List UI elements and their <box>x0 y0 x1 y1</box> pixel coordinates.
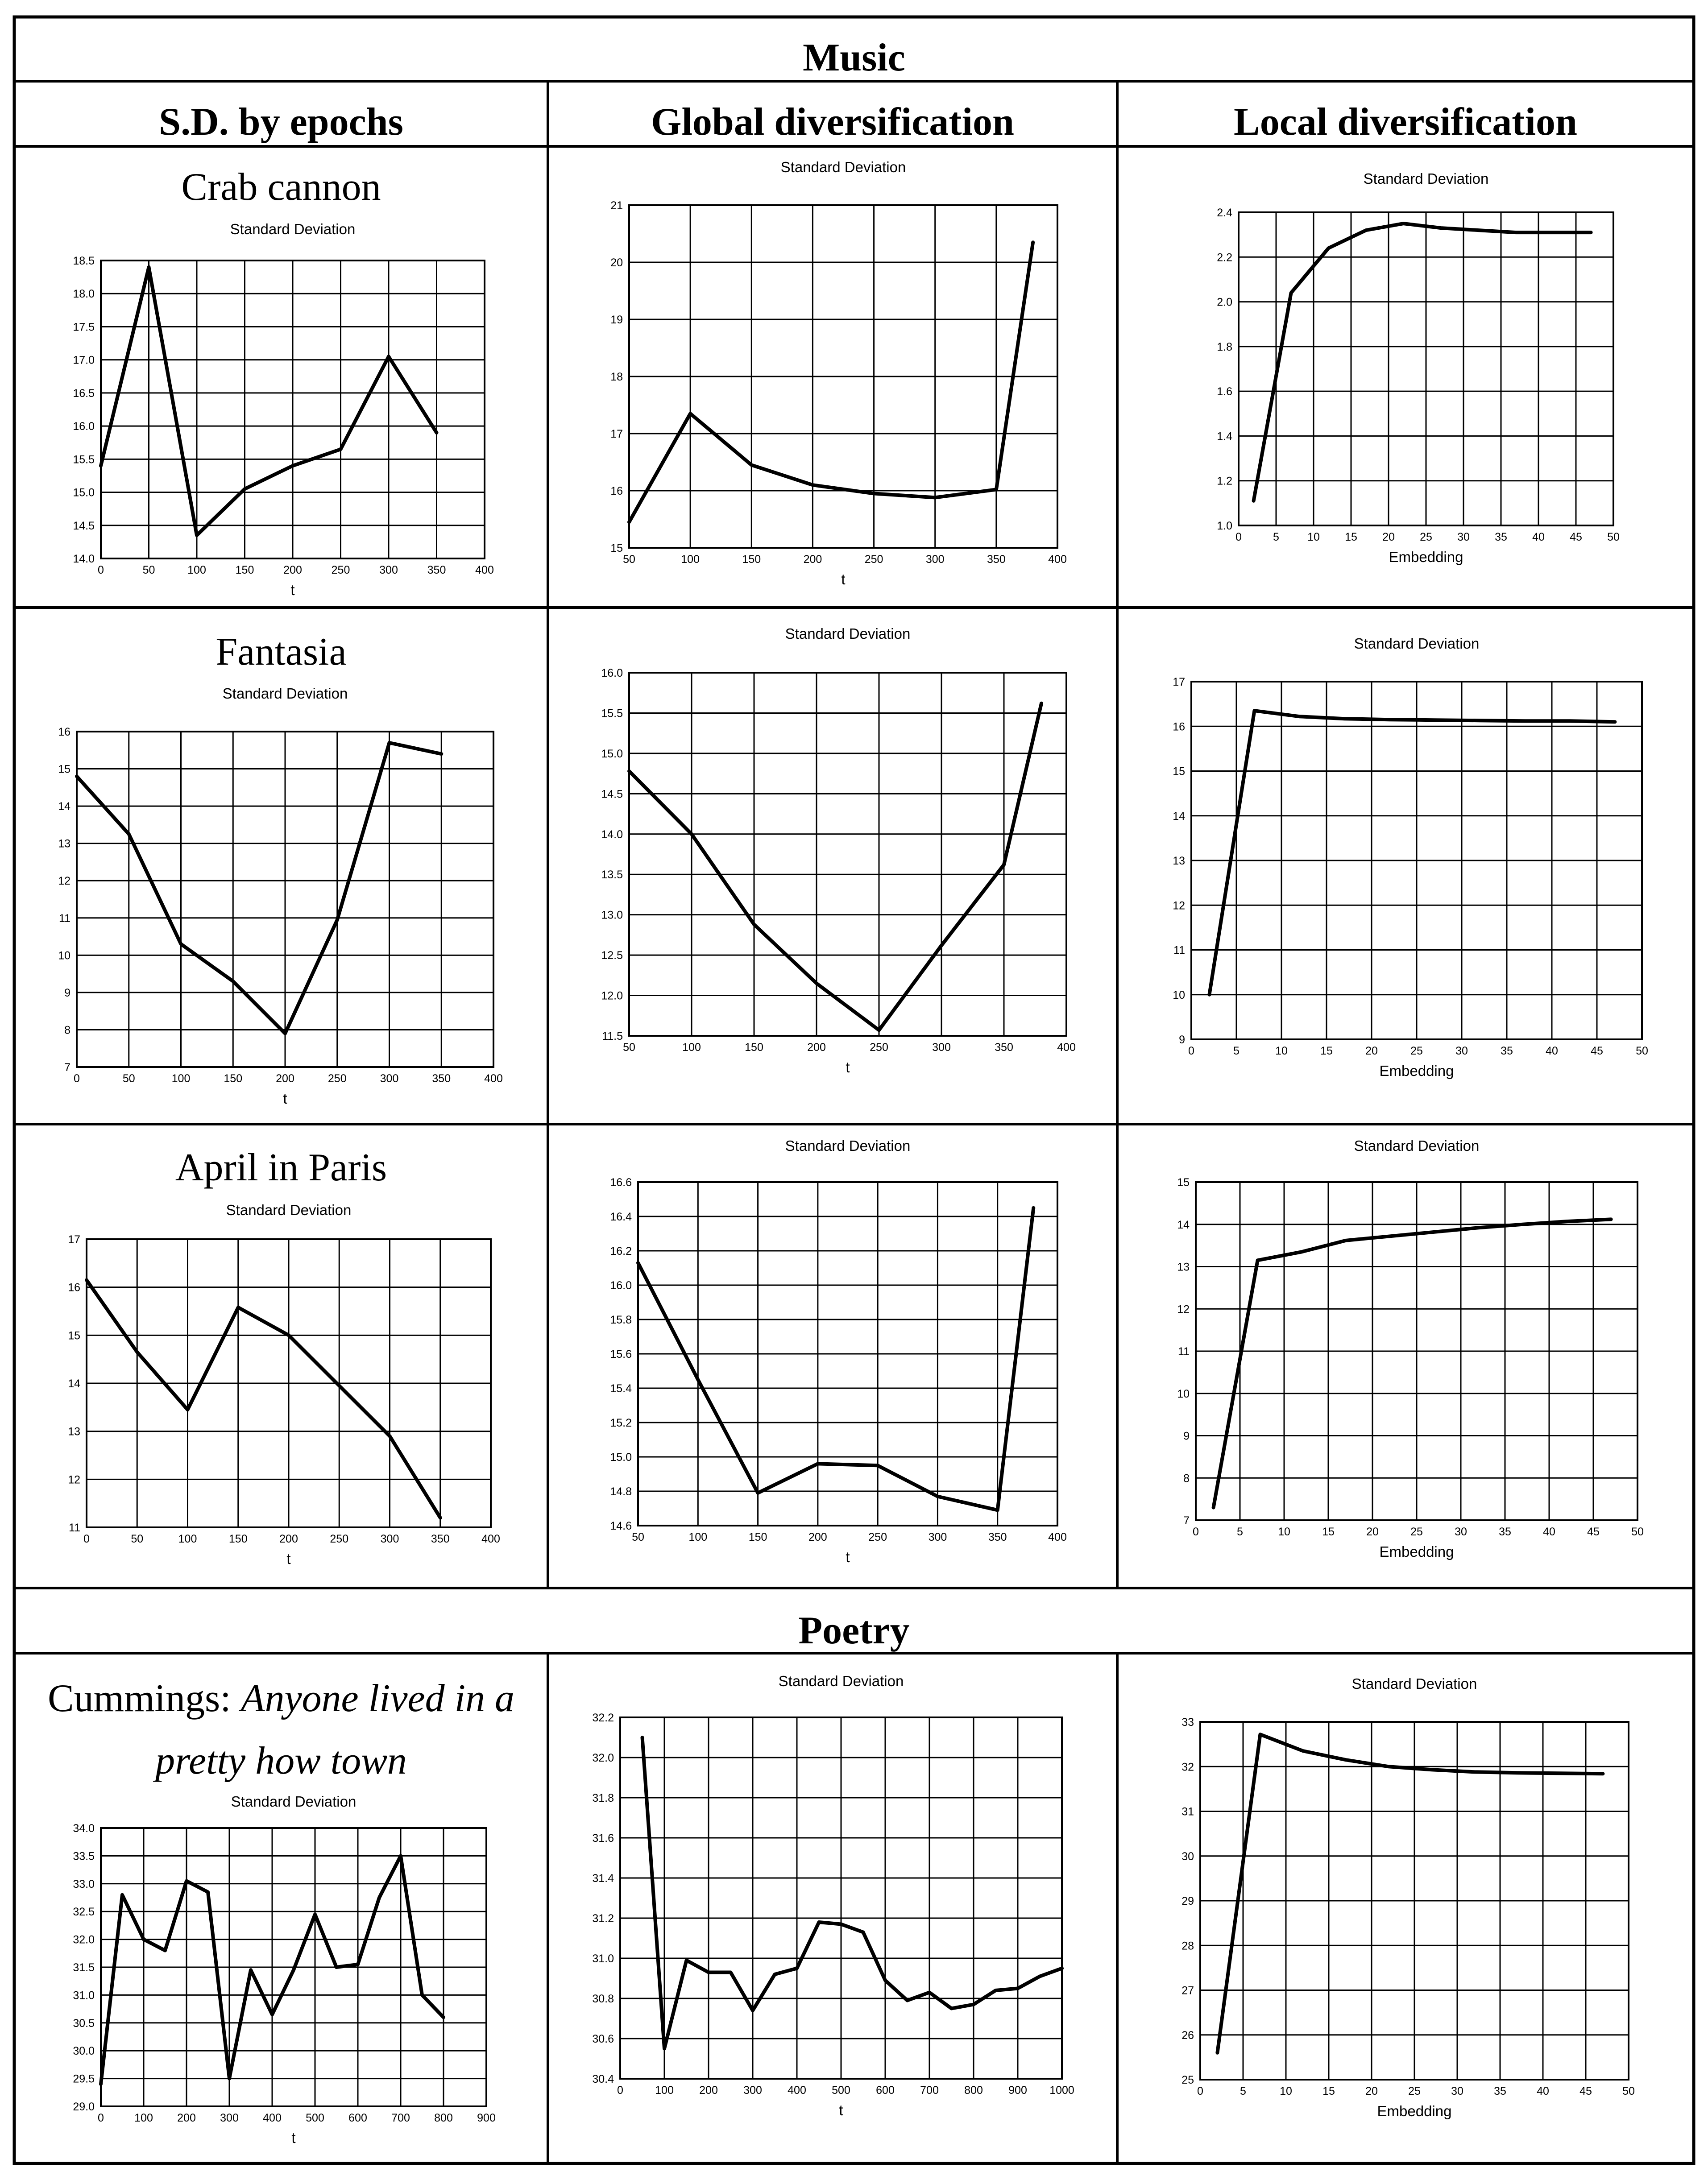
piece-title-april-in-paris: April in Paris <box>175 1146 387 1189</box>
section-title-music: Music <box>803 36 905 79</box>
x-tick-label: 50 <box>1636 1045 1648 1057</box>
x-axis-label: Embedding <box>1379 1063 1454 1079</box>
x-tick-label: 500 <box>306 2112 324 2124</box>
y-tick-label: 9 <box>1179 1034 1185 1046</box>
chart-april-epochs <box>68 1202 500 1567</box>
x-tick-label: 0 <box>98 564 104 576</box>
x-tick-label: 50 <box>1622 2085 1635 2097</box>
x-tick-label: 100 <box>688 1531 708 1543</box>
chart-cummings-local <box>1182 1675 1635 2119</box>
x-tick-label: 5 <box>1273 531 1279 543</box>
x-axis-label: t <box>290 582 295 598</box>
x-axis-label: t <box>286 1551 291 1567</box>
y-tick-label: 14 <box>1173 810 1185 823</box>
x-tick-label: 150 <box>745 1041 763 1054</box>
x-tick-label: 200 <box>807 1041 826 1054</box>
x-tick-label: 300 <box>743 2084 762 2097</box>
y-tick-label: 20 <box>610 256 623 269</box>
y-tick-label: 17 <box>610 428 623 440</box>
x-tick-label: 250 <box>864 553 883 566</box>
chart-grid <box>1200 1722 1629 2080</box>
x-tick-label: 35 <box>1501 1045 1513 1057</box>
table-borders <box>14 17 1694 2163</box>
x-axis-label: Embedding <box>1379 1543 1454 1560</box>
y-tick-label: 27 <box>1182 1984 1194 1997</box>
series-line <box>1209 711 1615 995</box>
y-tick-label: 18 <box>610 371 623 383</box>
chart-crab-global <box>610 159 1067 587</box>
y-tick-label: 33.0 <box>73 1878 95 1890</box>
x-tick-label: 700 <box>391 2112 410 2124</box>
x-axis-label: t <box>846 1059 850 1075</box>
y-tick-label: 32 <box>1182 1761 1194 1774</box>
y-tick-label: 32.5 <box>73 1906 95 1919</box>
y-tick-label: 16 <box>610 485 623 497</box>
piece-title-crab-cannon: Crab cannon <box>181 165 381 209</box>
y-tick-label: 13 <box>68 1425 80 1438</box>
y-tick-label: 10 <box>58 949 70 962</box>
x-tick-label: 350 <box>432 1072 451 1085</box>
x-tick-label: 200 <box>283 564 302 576</box>
y-tick-label: 34.0 <box>73 1822 95 1835</box>
y-tick-label: 13.5 <box>601 869 623 881</box>
x-tick-label: 200 <box>279 1533 298 1545</box>
y-tick-label: 9 <box>1183 1430 1190 1443</box>
y-tick-label: 21 <box>610 199 623 212</box>
x-tick-label: 15 <box>1345 531 1357 543</box>
x-tick-label: 1000 <box>1049 2084 1074 2097</box>
column-header-global: Global diversification <box>651 100 1014 144</box>
x-tick-label: 25 <box>1410 1045 1423 1057</box>
y-tick-label: 13 <box>1177 1261 1190 1274</box>
chart-fantasia-local <box>1173 635 1648 1079</box>
x-tick-label: 300 <box>220 2112 239 2124</box>
x-tick-label: 10 <box>1278 1526 1290 1538</box>
x-tick-label: 250 <box>330 1533 349 1545</box>
y-tick-label: 30.8 <box>592 1993 614 2005</box>
x-tick-label: 45 <box>1579 2085 1592 2097</box>
y-tick-label: 12.0 <box>601 989 623 1002</box>
y-tick-label: 30 <box>1182 1850 1194 1863</box>
y-tick-label: 10 <box>1173 989 1185 1001</box>
y-tick-label: 31.8 <box>592 1792 614 1804</box>
x-tick-label: 100 <box>682 1041 701 1054</box>
y-tick-label: 16 <box>68 1281 80 1294</box>
x-tick-label: 400 <box>484 1072 503 1085</box>
x-tick-label: 100 <box>134 2112 153 2124</box>
series-line <box>1214 1219 1611 1507</box>
y-tick-label: 2.4 <box>1217 207 1232 219</box>
y-tick-label: 32.0 <box>73 1933 95 1946</box>
x-tick-label: 5 <box>1237 1526 1243 1538</box>
x-tick-label: 300 <box>932 1041 951 1054</box>
x-tick-label: 20 <box>1382 531 1395 543</box>
x-tick-label: 400 <box>1048 1531 1067 1543</box>
y-tick-label: 8 <box>1183 1472 1190 1485</box>
y-tick-label: 9 <box>64 986 70 999</box>
x-tick-label: 20 <box>1365 2085 1378 2097</box>
y-tick-label: 15.4 <box>610 1382 632 1395</box>
y-tick-label: 26 <box>1182 2029 1194 2042</box>
x-tick-label: 900 <box>1008 2084 1027 2097</box>
x-axis-label: t <box>283 1090 287 1107</box>
y-tick-label: 11 <box>59 912 70 925</box>
y-tick-label: 15 <box>1177 1176 1190 1189</box>
x-tick-label: 150 <box>742 553 761 566</box>
x-tick-label: 45 <box>1591 1045 1603 1057</box>
y-tick-label: 14.5 <box>601 788 623 801</box>
y-tick-label: 31.5 <box>73 1961 95 1974</box>
y-tick-label: 13.0 <box>601 909 623 922</box>
x-tick-label: 150 <box>235 564 254 576</box>
x-axis-label: Embedding <box>1389 549 1463 565</box>
y-tick-label: 14.6 <box>610 1520 632 1532</box>
y-tick-label: 1.4 <box>1217 430 1232 443</box>
x-tick-label: 0 <box>1188 1045 1194 1057</box>
x-tick-label: 250 <box>868 1531 887 1543</box>
chart-grid <box>620 1717 1062 2079</box>
chart-grid <box>101 261 485 558</box>
x-tick-label: 50 <box>131 1533 144 1545</box>
x-tick-label: 300 <box>379 564 398 576</box>
chart-title: Standard Deviation <box>780 159 906 175</box>
x-tick-label: 40 <box>1532 531 1545 543</box>
y-tick-label: 1.8 <box>1217 340 1232 353</box>
x-tick-label: 15 <box>1322 1526 1335 1538</box>
y-tick-label: 13 <box>1173 855 1185 867</box>
y-tick-label: 32.0 <box>592 1752 614 1764</box>
y-tick-label: 1.6 <box>1217 385 1232 398</box>
y-tick-label: 7 <box>64 1061 70 1074</box>
piece-title-fantasia: Fantasia <box>216 630 347 674</box>
y-tick-label: 16.0 <box>610 1279 632 1292</box>
series-line <box>77 743 441 1034</box>
x-tick-label: 35 <box>1499 1526 1511 1538</box>
y-tick-label: 1.0 <box>1217 520 1232 532</box>
y-tick-label: 14.0 <box>73 553 95 565</box>
x-tick-label: 200 <box>177 2112 196 2124</box>
x-tick-label: 400 <box>1057 1041 1076 1054</box>
x-tick-label: 50 <box>122 1072 135 1085</box>
y-tick-label: 16 <box>1173 720 1185 733</box>
x-tick-label: 150 <box>224 1072 243 1085</box>
y-tick-label: 30.0 <box>73 2045 95 2058</box>
y-tick-label: 29.5 <box>73 2072 95 2085</box>
x-tick-label: 25 <box>1420 531 1432 543</box>
x-tick-label: 350 <box>995 1041 1013 1054</box>
x-tick-label: 30 <box>1457 531 1470 543</box>
x-tick-label: 350 <box>987 553 1006 566</box>
chart-grid <box>629 673 1066 1036</box>
y-tick-label: 14 <box>68 1377 80 1390</box>
x-tick-label: 15 <box>1322 2085 1335 2097</box>
x-tick-label: 20 <box>1366 1526 1379 1538</box>
y-tick-label: 31.6 <box>592 1832 614 1845</box>
chart-cummings-epochs <box>73 1793 496 2146</box>
y-tick-label: 30.4 <box>592 2073 614 2085</box>
x-axis-label: t <box>839 2102 843 2118</box>
x-tick-label: 0 <box>74 1072 80 1085</box>
x-tick-label: 0 <box>98 2112 104 2124</box>
x-tick-label: 50 <box>1631 1526 1644 1538</box>
x-tick-label: 100 <box>655 2084 674 2097</box>
y-tick-label: 15.0 <box>610 1451 632 1464</box>
chart-grid <box>629 205 1057 548</box>
x-tick-label: 100 <box>171 1072 191 1085</box>
x-tick-label: 400 <box>1048 553 1067 566</box>
x-tick-label: 40 <box>1546 1045 1558 1057</box>
y-tick-label: 15.6 <box>610 1348 632 1361</box>
chart-april-global <box>610 1138 1067 1565</box>
chart-crab-local <box>1217 170 1620 565</box>
x-tick-label: 200 <box>276 1072 294 1085</box>
y-tick-label: 14.8 <box>610 1485 632 1498</box>
chart-fantasia-epochs <box>58 685 503 1107</box>
chart-title: Standard Deviation <box>230 221 356 237</box>
x-tick-label: 45 <box>1570 531 1582 543</box>
chart-title: Standard Deviation <box>785 1138 911 1154</box>
y-tick-label: 15 <box>58 763 70 776</box>
piece-title-cummings <box>48 1677 514 1720</box>
y-tick-label: 11 <box>1178 1345 1190 1358</box>
x-tick-label: 200 <box>808 1531 827 1543</box>
y-tick-label: 33.5 <box>73 1850 95 1863</box>
series-line <box>643 1737 1062 2049</box>
section-title-poetry: Poetry <box>798 1609 910 1652</box>
chart-april-local <box>1177 1138 1644 1560</box>
x-tick-label: 250 <box>870 1041 888 1054</box>
x-tick-label: 400 <box>475 564 494 576</box>
piece-title-cummings-line2: pretty how town <box>155 1739 407 1783</box>
y-tick-label: 17 <box>68 1233 80 1246</box>
y-tick-label: 15 <box>68 1329 80 1342</box>
x-tick-label: 250 <box>331 564 350 576</box>
y-tick-label: 12 <box>1177 1303 1190 1316</box>
y-tick-label: 17 <box>1173 676 1185 688</box>
y-tick-label: 11 <box>69 1522 80 1534</box>
x-tick-label: 50 <box>632 1531 644 1543</box>
x-tick-label: 150 <box>228 1533 248 1545</box>
plot-area <box>629 673 1066 1036</box>
y-tick-label: 7 <box>1183 1514 1190 1527</box>
x-tick-label: 700 <box>920 2084 939 2097</box>
y-tick-label: 15.8 <box>610 1314 632 1326</box>
x-tick-label: 400 <box>263 2112 282 2124</box>
x-tick-label: 10 <box>1275 1045 1288 1057</box>
y-tick-label: 19 <box>610 314 623 326</box>
chart-title: Standard Deviation <box>1354 1138 1480 1154</box>
y-tick-label: 14.5 <box>73 519 95 532</box>
x-tick-label: 500 <box>832 2084 850 2097</box>
chart-grid <box>1239 212 1613 525</box>
x-tick-label: 100 <box>187 564 206 576</box>
x-tick-label: 200 <box>699 2084 718 2097</box>
chart-title: Standard Deviation <box>778 1673 904 1689</box>
y-tick-label: 16 <box>58 726 70 738</box>
x-tick-label: 400 <box>481 1533 500 1545</box>
x-tick-label: 30 <box>1455 1045 1468 1057</box>
x-tick-label: 40 <box>1537 2085 1549 2097</box>
y-tick-label: 15.2 <box>610 1417 632 1429</box>
chart-grid <box>1191 682 1642 1039</box>
x-tick-label: 100 <box>178 1533 197 1545</box>
x-tick-label: 600 <box>876 2084 895 2097</box>
chart-title: Standard Deviation <box>1363 170 1489 187</box>
chart-grid <box>77 732 493 1067</box>
x-tick-label: 0 <box>1197 2085 1203 2097</box>
y-tick-label: 11.5 <box>602 1030 623 1042</box>
x-tick-label: 0 <box>83 1533 90 1545</box>
piece-title-cummings-author: Cummings: <box>47 1677 241 1720</box>
y-tick-label: 17.0 <box>73 354 95 367</box>
x-tick-label: 40 <box>1543 1526 1555 1538</box>
x-tick-label: 800 <box>434 2112 453 2124</box>
x-tick-label: 200 <box>803 553 822 566</box>
y-tick-label: 31.4 <box>592 1872 614 1885</box>
series-line <box>101 267 437 535</box>
x-tick-label: 300 <box>925 553 945 566</box>
y-tick-label: 30.6 <box>592 2033 614 2045</box>
x-tick-label: 50 <box>623 1041 635 1054</box>
y-tick-label: 31.0 <box>73 1989 95 2002</box>
y-tick-label: 14 <box>58 800 70 813</box>
x-tick-label: 45 <box>1587 1526 1600 1538</box>
y-tick-label: 31.0 <box>592 1952 614 1965</box>
x-tick-label: 25 <box>1408 2085 1421 2097</box>
chart-title: Standard Deviation <box>1351 1675 1477 1692</box>
y-tick-label: 18.5 <box>73 255 95 267</box>
y-tick-label: 11 <box>1173 944 1185 957</box>
y-tick-label: 32.2 <box>592 1712 614 1724</box>
column-header-local: Local diversification <box>1234 100 1577 144</box>
y-tick-label: 31 <box>1182 1805 1194 1818</box>
x-tick-label: 15 <box>1320 1045 1333 1057</box>
y-tick-label: 14.0 <box>601 828 623 841</box>
y-tick-label: 16.0 <box>601 667 623 679</box>
x-tick-label: 50 <box>1607 531 1620 543</box>
piece-title-cummings-poem: Anyone lived in a <box>240 1677 515 1720</box>
y-tick-label: 29 <box>1182 1895 1194 1907</box>
x-tick-label: 300 <box>380 1072 399 1085</box>
y-tick-label: 15.0 <box>601 747 623 760</box>
y-tick-label: 33 <box>1182 1716 1194 1729</box>
x-tick-label: 400 <box>788 2084 806 2097</box>
x-tick-label: 5 <box>1240 2085 1246 2097</box>
chart-title: Standard Deviation <box>222 685 348 702</box>
x-tick-label: 35 <box>1494 2085 1506 2097</box>
y-tick-label: 17.5 <box>73 321 95 334</box>
y-tick-label: 28 <box>1182 1940 1194 1952</box>
y-tick-label: 8 <box>64 1024 70 1037</box>
x-tick-label: 10 <box>1307 531 1320 543</box>
y-tick-label: 12 <box>68 1473 80 1486</box>
y-tick-label: 15 <box>1173 765 1185 778</box>
y-tick-label: 12 <box>1173 899 1185 912</box>
y-tick-label: 16.4 <box>610 1211 632 1223</box>
x-tick-label: 30 <box>1455 1526 1467 1538</box>
x-tick-label: 50 <box>623 553 635 566</box>
y-tick-label: 15 <box>610 542 623 554</box>
x-tick-label: 350 <box>988 1531 1007 1543</box>
x-tick-label: 20 <box>1365 1045 1378 1057</box>
series-line <box>1217 1734 1603 2053</box>
chart-title: Standard Deviation <box>1354 635 1480 652</box>
column-header-epochs: S.D. by epochs <box>159 100 403 144</box>
x-tick-label: 100 <box>681 553 700 566</box>
x-tick-label: 30 <box>1451 2085 1463 2097</box>
y-tick-label: 12.5 <box>601 949 623 962</box>
y-tick-label: 15.5 <box>601 707 623 720</box>
y-tick-label: 15.0 <box>73 486 95 499</box>
y-tick-label: 25 <box>1182 2074 1194 2086</box>
chart-grid <box>87 1239 491 1527</box>
chart-title: Standard Deviation <box>231 1793 357 1810</box>
y-tick-label: 30.5 <box>73 2017 95 2030</box>
x-axis-label: t <box>841 571 846 587</box>
x-tick-label: 350 <box>427 564 446 576</box>
x-axis-label: t <box>846 1549 850 1565</box>
x-tick-label: 150 <box>748 1531 767 1543</box>
x-tick-label: 350 <box>431 1533 450 1545</box>
x-tick-label: 0 <box>1193 1526 1199 1538</box>
y-tick-label: 2.2 <box>1217 251 1232 264</box>
y-tick-label: 12 <box>58 875 70 888</box>
chart-fantasia-global <box>601 625 1076 1075</box>
chart-cummings-global <box>592 1673 1074 2118</box>
y-tick-label: 1.2 <box>1217 475 1232 488</box>
x-tick-label: 900 <box>477 2112 496 2124</box>
chart-title: Standard Deviation <box>226 1202 352 1218</box>
chart-crab-epochs <box>73 221 494 598</box>
y-tick-label: 16.6 <box>610 1176 632 1189</box>
y-tick-label: 13 <box>58 837 70 850</box>
y-tick-label: 16.5 <box>73 387 95 400</box>
x-tick-label: 0 <box>617 2084 623 2097</box>
x-tick-label: 300 <box>380 1533 399 1545</box>
x-tick-label: 25 <box>1410 1526 1423 1538</box>
x-tick-label: 50 <box>142 564 155 576</box>
x-tick-label: 800 <box>964 2084 983 2097</box>
y-tick-label: 16.2 <box>610 1245 632 1257</box>
x-tick-label: 10 <box>1280 2085 1292 2097</box>
series-line <box>87 1280 440 1518</box>
y-tick-label: 16.0 <box>73 420 95 433</box>
x-axis-label: t <box>291 2130 296 2146</box>
x-axis-label: Embedding <box>1377 2103 1452 2119</box>
x-tick-label: 600 <box>348 2112 367 2124</box>
y-tick-label: 15.5 <box>73 453 95 466</box>
x-tick-label: 300 <box>928 1531 947 1543</box>
x-tick-label: 35 <box>1495 531 1507 543</box>
y-tick-label: 10 <box>1177 1387 1190 1400</box>
y-tick-label: 31.2 <box>592 1912 614 1925</box>
y-tick-label: 29.0 <box>73 2101 95 2113</box>
x-tick-label: 250 <box>328 1072 347 1085</box>
x-tick-label: 5 <box>1233 1045 1240 1057</box>
y-tick-label: 14 <box>1177 1218 1190 1231</box>
series-line <box>1254 223 1591 501</box>
x-tick-label: 0 <box>1235 531 1242 543</box>
y-tick-label: 2.0 <box>1217 296 1232 309</box>
chart-grid <box>638 1182 1057 1526</box>
y-tick-label: 18.0 <box>73 288 95 301</box>
chart-title: Standard Deviation <box>785 625 911 642</box>
